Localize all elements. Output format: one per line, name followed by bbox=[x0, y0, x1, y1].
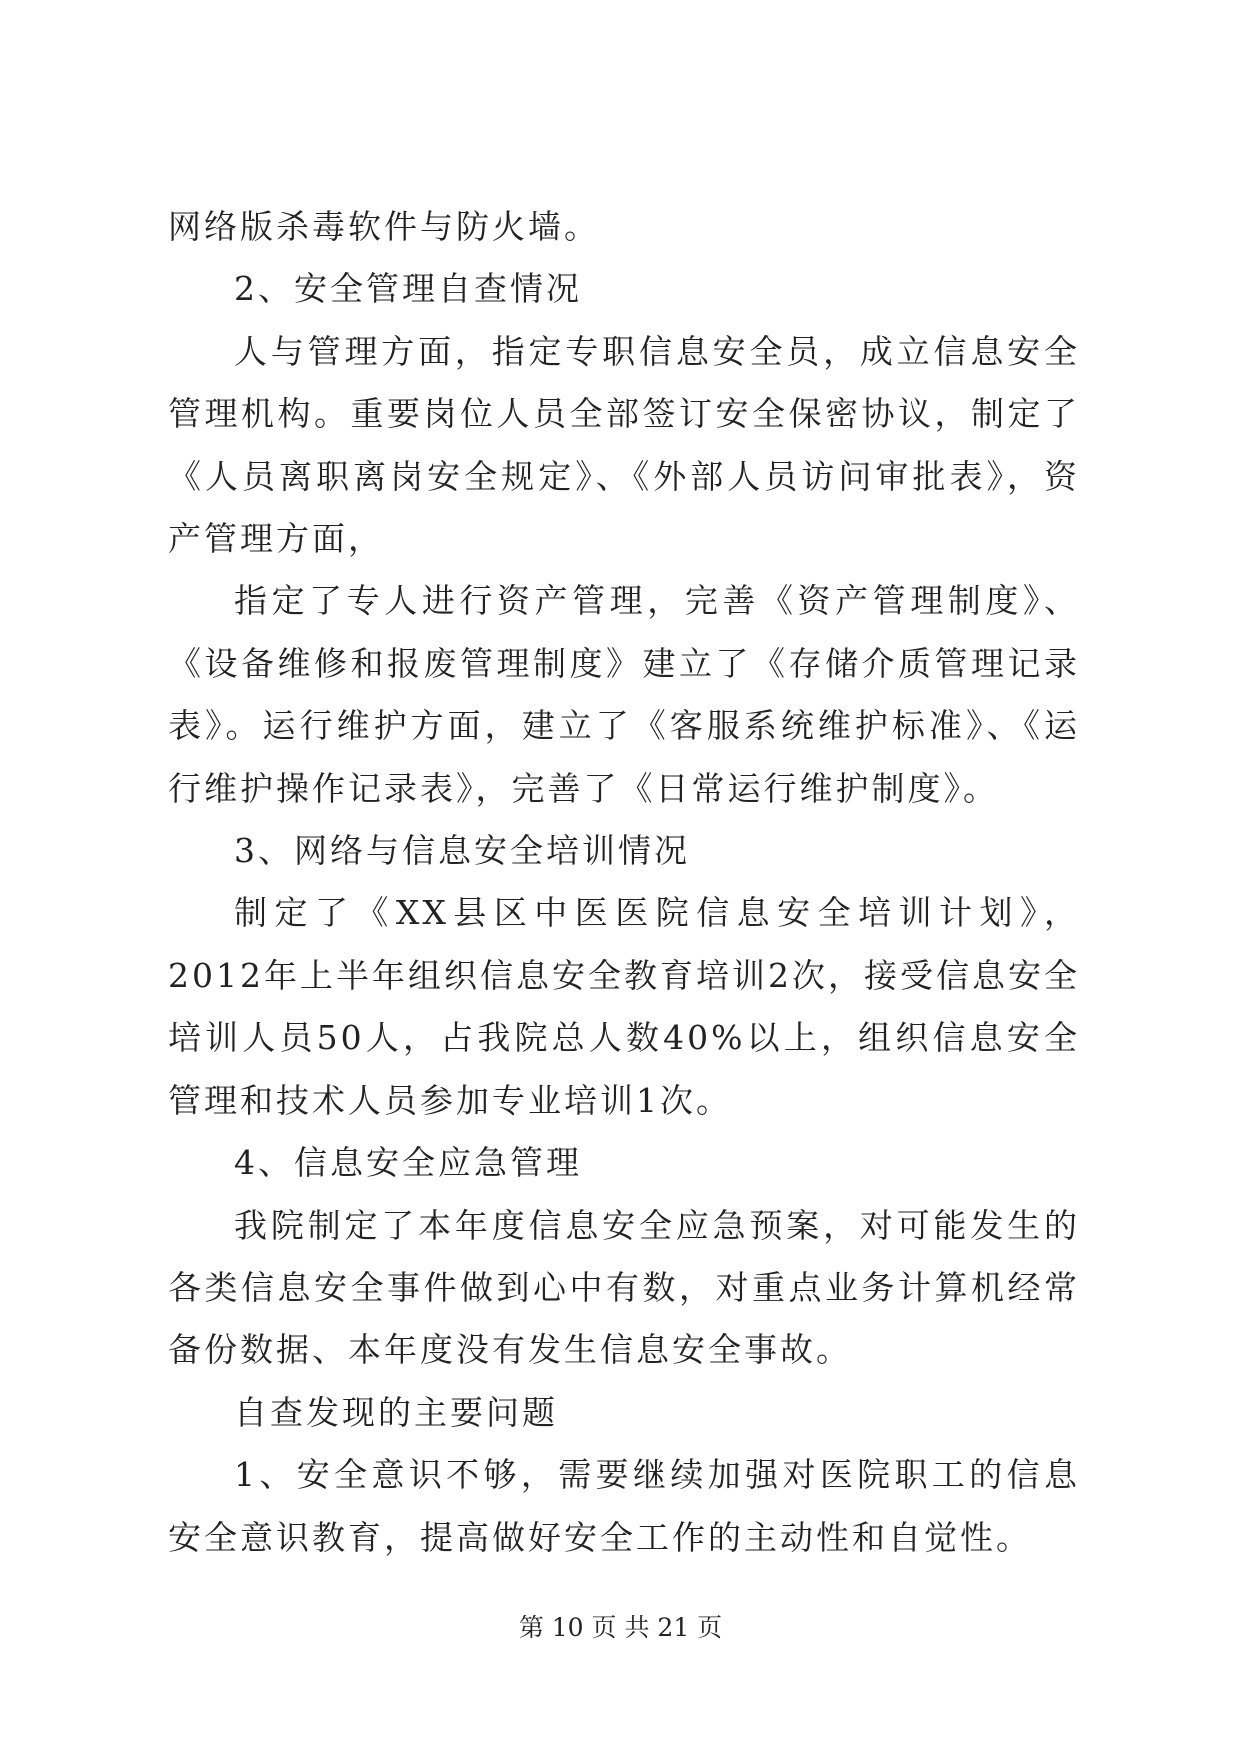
document-body bbox=[168, 196, 1080, 1569]
paragraph-personnel-management: 人与管理方面，指定专职信息安全员，成立信息安全管理机构。重要岗位人员全部签订安全保密协议，制定了《人员离职离岗安全规定》、《外部人员访问审批表》，资产管理方面， bbox=[168, 331, 1080, 559]
heading-main-problems: 自查发现的主要问题 bbox=[234, 1392, 558, 1432]
paragraph-training: 制定了《XX县区中医医院信息安全培训计划》，2012年上半年组织信息安全教育培训2次，接受信息安全培训人员50人，占我院总人数40%以上，组织信息安全管理和技术人员参加专业培训1次。 bbox=[168, 893, 1080, 1120]
paragraph-1: 网络版杀毒软件与防火墙。 bbox=[168, 207, 600, 246]
page-footer: 第 10 页 共 21 页 bbox=[518, 1613, 723, 1642]
heading-security-management: 2、安全管理自查情况 bbox=[234, 269, 582, 309]
heading-emergency-management: 4、信息安全应急管理 bbox=[234, 1143, 582, 1183]
heading-training: 3、网络与信息安全培训情况 bbox=[234, 831, 690, 871]
paragraph-emergency: 我院制定了本年度信息安全应急预案，对可能发生的各类信息安全事件做到心中有数，对重点业务计算机经常备份数据、本年度没有发生信息安全事故。 bbox=[168, 1205, 1080, 1370]
paragraph-problem-1: 1、安全意识不够，需要继续加强对医院职工的信息安全意识教育，提高做好安全工作的主动性和自觉性。 bbox=[168, 1455, 1080, 1557]
paragraph-asset-management: 指定了专人进行资产管理，完善《资产管理制度》、《设备维修和报废管理制度》建立了《存储介质管理记录表》。运行维护方面，建立了《客服系统维护标准》、《运行维护操作记录表》，完善了《日常运行维护制度》。 bbox=[168, 581, 1080, 808]
